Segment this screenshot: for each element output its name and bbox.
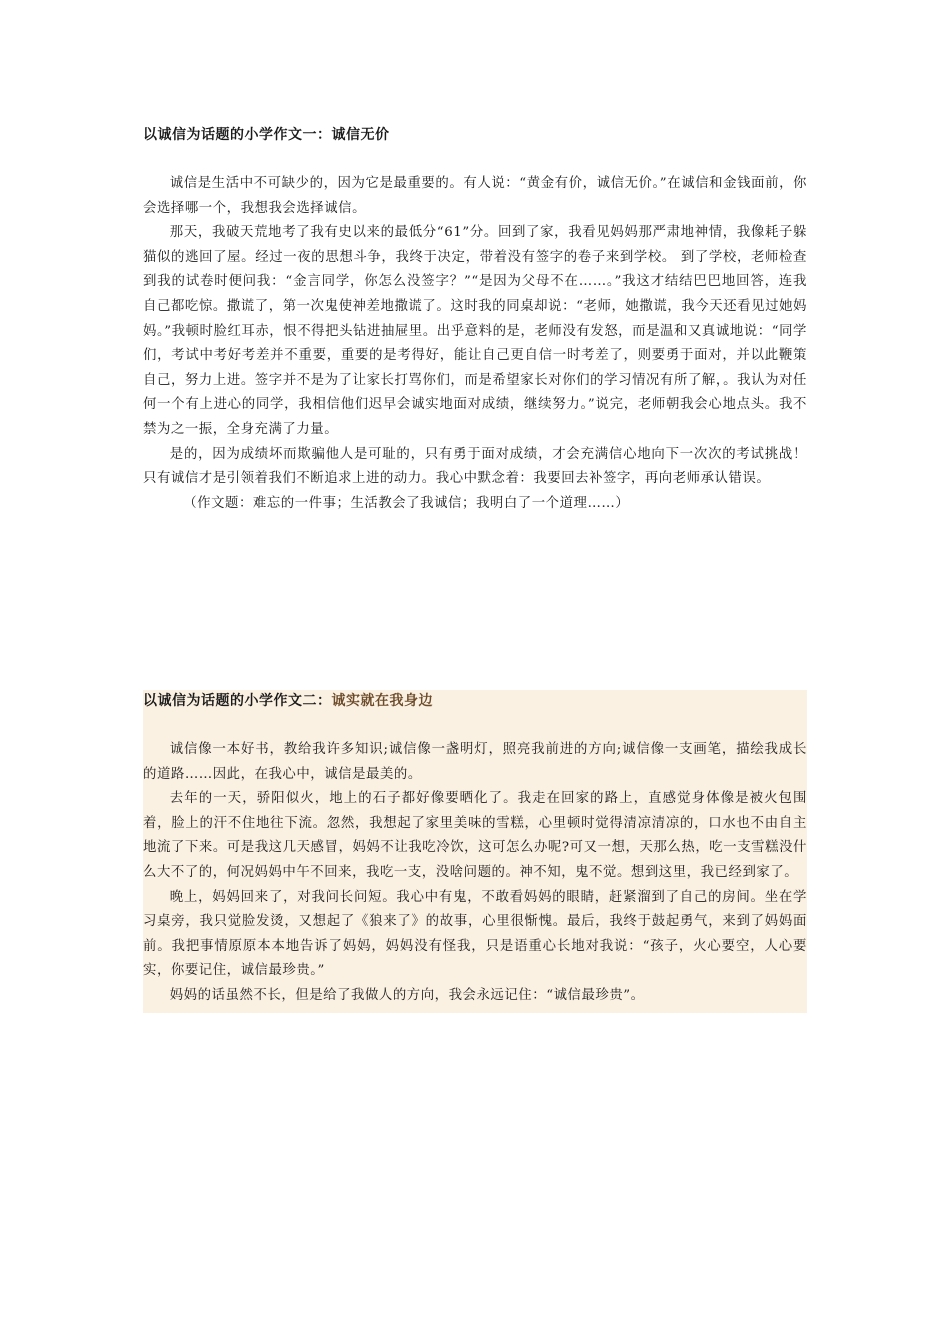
essay-two bbox=[143, 690, 807, 1013]
essay-two-subtitle: 诚实就在我身边 bbox=[331, 693, 433, 709]
essay-one-subtitle: 诚信无价 bbox=[331, 127, 390, 143]
essay-one-note: （作文题：难忘的一件事；生活教会了我诚信；我明白了一个道理……） bbox=[183, 495, 630, 511]
essay-one bbox=[143, 124, 807, 516]
essay-two-paragraph: 诚信像一本好书，教给我许多知识;诚信像一盏明灯，照亮我前进的方向;诚信像一支画笔，描绘我成长的道路……因此，在我心中，诚信是最美的。 bbox=[143, 742, 807, 782]
essay-one-paragraph: 是的，因为成绩坏而欺骗他人是可耻的，只有勇于面对成绩，才会充满信心地向下一次次的考试挑战！只有诚信才是引领着我们不断追求上进的动力。我心中默念着：我要回去补签字，再向老师承认错误。 bbox=[143, 446, 807, 487]
essay-one-paragraph: 诚信是生活中不可缺少的，因为它是最重要的。有人说：“黄金有价，诚信无价。”在诚信和金钱面前，你会选择哪一个，我想我会选择诚信。 bbox=[143, 176, 807, 216]
essay-one-heading bbox=[143, 124, 807, 146]
essay-two-paragraph: 去年的一天，骄阳似火，地上的石子都好像要晒化了。我走在回家的路上，直感觉身体像是被火包围着，脸上的汗不住地往下流。忽然，我想起了家里美味的雪糕，心里顿时觉得清凉清凉的，口水也不由自主地流了下来。可是我这几天感冒，妈妈不让我吃冷饮，这可怎么办呢?可又一想，天那么热，吃一支雪糕没什么大不了的，何况妈妈中午不回来，我吃一支，没啥问题的。神不知，鬼不觉。想到这里，我已经到家了。 bbox=[143, 791, 807, 880]
essay-one-paragraph: 那天，我破天荒地考了我有史以来的最低分“61”分。回到了家，我看见妈妈那严肃地神情，我像耗子躲猫似的逃回了屋。经过一夜的思想斗争，我终于决定，带着没有签字的卷子来到学校。 到了学校，老师检查到我的试卷时便问我：“金言同学，你怎么没签字？”“是因为父母不在……。”我这才结结巴巴地回答，连我自己都吃惊。撒谎了，第一次鬼使神差地撒谎了。这时我的同桌却说：“老师，她撒谎，我今天还看见过她妈妈。”我顿时脸红耳赤，恨不得把头钻进抽屉里。出乎意料的是，老师没有发怒，而是温和又真诚地说：“同学们，考试中考好考差并不重要，重要的是考得好，能让自己更自信一时考差了，则要勇于面对，并以此鞭策自己，努力上进。签字并不是为了让家长打骂你们，而是希望家长对你们的学习情况有所了解，。我认为对任何一个有上进心的同学，我相信他们迟早会诚实地面对成绩，继续努力。”说完，老师朝我会心地点头。我不禁为之一振，全身充满了力量。 bbox=[143, 225, 807, 437]
essay-two-paragraph: 妈妈的话虽然不长，但是给了我做人的方向，我会永远记住：“诚信最珍贵”。 bbox=[169, 987, 645, 1003]
essay-two-title: 以诚信为话题的小学作文二： bbox=[143, 693, 332, 709]
essay-two-heading bbox=[143, 690, 807, 712]
essay-two-paragraph: 晚上，妈妈回来了，对我问长问短。我心中有鬼，不敢看妈妈的眼睛，赶紧溜到了自己的房间。坐在学习桌旁，我只觉脸发烫，又想起了《狼来了》的故事，心里很惭愧。最后，我终于鼓起勇气，来到了妈妈面前。我把事情原原本本地告诉了妈妈，妈妈没有怪我，只是语重心长地对我说：“孩子，火心要空，人心要实，你要记住，诚信最珍贵。” bbox=[143, 889, 807, 979]
essay-one-title: 以诚信为话题的小学作文一： bbox=[143, 127, 332, 143]
